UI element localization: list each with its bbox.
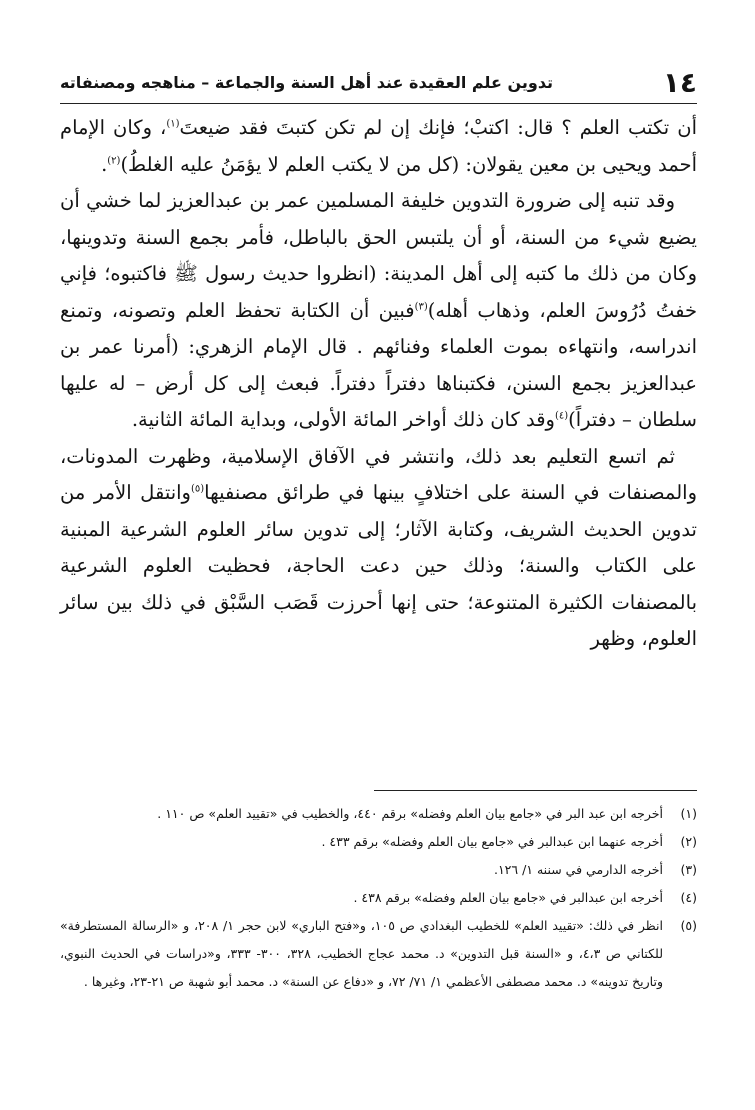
footnote-number: (٢) <box>680 834 697 849</box>
footnote-number: (٣) <box>680 862 697 877</box>
main-text <box>60 110 697 658</box>
text-run: فبين أن الكتابة تحفظ العلم وتصونه، وتمنع اندراسه، وانتهاءه بموت العلماء وفنائهم . قال الإمام الزهري: (أمرنا عمر بن عبدالعزيز بجمع السنن، فكتبناها دفتراً دفتراً. فبعث إلى كل أرض – له عليها سلطان – دفتراً) <box>60 298 697 431</box>
footnote-number: (٤) <box>680 890 697 905</box>
page-header <box>60 62 697 102</box>
running-title: تدوين علم العقيدة عند أهل السنة والجماعة – مناهجه ومصنفاته <box>60 72 554 92</box>
footnote-text: انظر في ذلك: «تقييد العلم» للخطيب البغدادي ص ١٠٥، و«فتح الباري» لابن حجر ١/ ٢٠٨، و «الرسالة المستطرفة» للكتاني ص ٤،٣، و «السنة قبل التدوين» د. محمد عجاج الخطيب، ٣٢٨، ٣٠٠- ٣٣٣، و«دراسات في الحديث النبوي، وتاريخ تدوينه» د. محمد مصطفى الأعظمي ١/ ٧١/ ٧٢، و «دفاع عن السنة» د. محمد أبو شهبة ص ٢١-٢٣، وغيرها . <box>60 918 664 989</box>
footnote-ref: (١) <box>166 118 180 130</box>
footnote-text: أخرجه عنهما ابن عبدالبر في «جامع بيان العلم وفضله» برقم ٤٣٣ . <box>321 834 663 849</box>
footnote <box>60 828 697 856</box>
page-number: ١٤ <box>662 65 697 99</box>
header-rule <box>60 103 697 104</box>
text-run: وقد كان ذلك أواخر المائة الأولى، وبداية المائة الثانية. <box>131 408 555 431</box>
text-run: ثم اتسع التعليم بعد ذلك، وانتشر في الآفاق الإسلامية، وظهرت المدونات، والمصنفات في السنة على اختلافٍ بينها في طرائق مصنفيها <box>60 444 697 504</box>
text-run: ، وكان الإمام أحمد ويحيى بن معين يقولان: (كل من لا يكتب العلم لا يؤمَنُ عليه الغلطُ) <box>60 116 697 176</box>
footnote <box>60 884 697 912</box>
footnote-rule <box>374 790 697 791</box>
paragraph-3 <box>60 439 697 658</box>
footnote-text: أخرجه ابن عبد البر في «جامع بيان العلم وفضله» برقم ٤٤٠، والخطيب في «تقييد العلم» ص ١١٠ . <box>157 806 663 821</box>
footnote-ref: (٣) <box>414 301 428 312</box>
text-run: . <box>101 152 108 176</box>
footnote-ref: (٤) <box>554 410 569 422</box>
paragraph-2 <box>60 183 697 439</box>
footnote <box>60 912 697 996</box>
footnotes <box>60 800 697 996</box>
paragraph-1 <box>60 110 697 183</box>
text-run: وانتقل الأمر من تدوين الحديث الشريف، وكتابة الآثار؛ إلى تدوين سائر العلوم الشرعية المبنية على الكتاب والسنة؛ وذلك حين دعت الحاجة، فحظيت العلوم الشرعية بالمصنفات الكثيرة المتنوعة؛ حتى إنها أحرزت قَصَب السَّبْق في ذلك بين سائر العلوم، وظهر <box>60 481 697 650</box>
footnote-text: أخرجه ابن عبدالبر في «جامع بيان العلم وفضله» برقم ٤٣٨ . <box>353 890 663 905</box>
footnote-text: أخرجه الدارمي في سننه ١/ ١٢٦. <box>493 862 663 877</box>
footnote <box>60 800 697 828</box>
footnote-ref: (٢) <box>107 155 121 166</box>
footnote <box>60 856 697 884</box>
text-run: أن تكتب العلم ؟ قال: اكتبْ؛ فإنك إن لم تكن كتبتَ فقد ضيعتَ <box>179 116 697 139</box>
footnote-number: (١) <box>680 806 697 821</box>
footnote-number: (٥) <box>680 918 697 933</box>
footnote-ref: (٥) <box>190 483 205 495</box>
text-run: وقد تنبه إلى ضرورة التدوين خليفة المسلمين عمر بن عبدالعزيز لما خشي أن يضيع شيء من السنة، أو أن يلتبس الحق بالباطل، فأمر بجمع السنة وتدوينها، وكان من ذلك ما كتبه إلى أهل المدينة: (انظروا حديث رسول ﷺ فاكتبوه؛ فإني خفتُ دُرُوسَ العلم، وذهاب أهله) <box>60 189 697 322</box>
